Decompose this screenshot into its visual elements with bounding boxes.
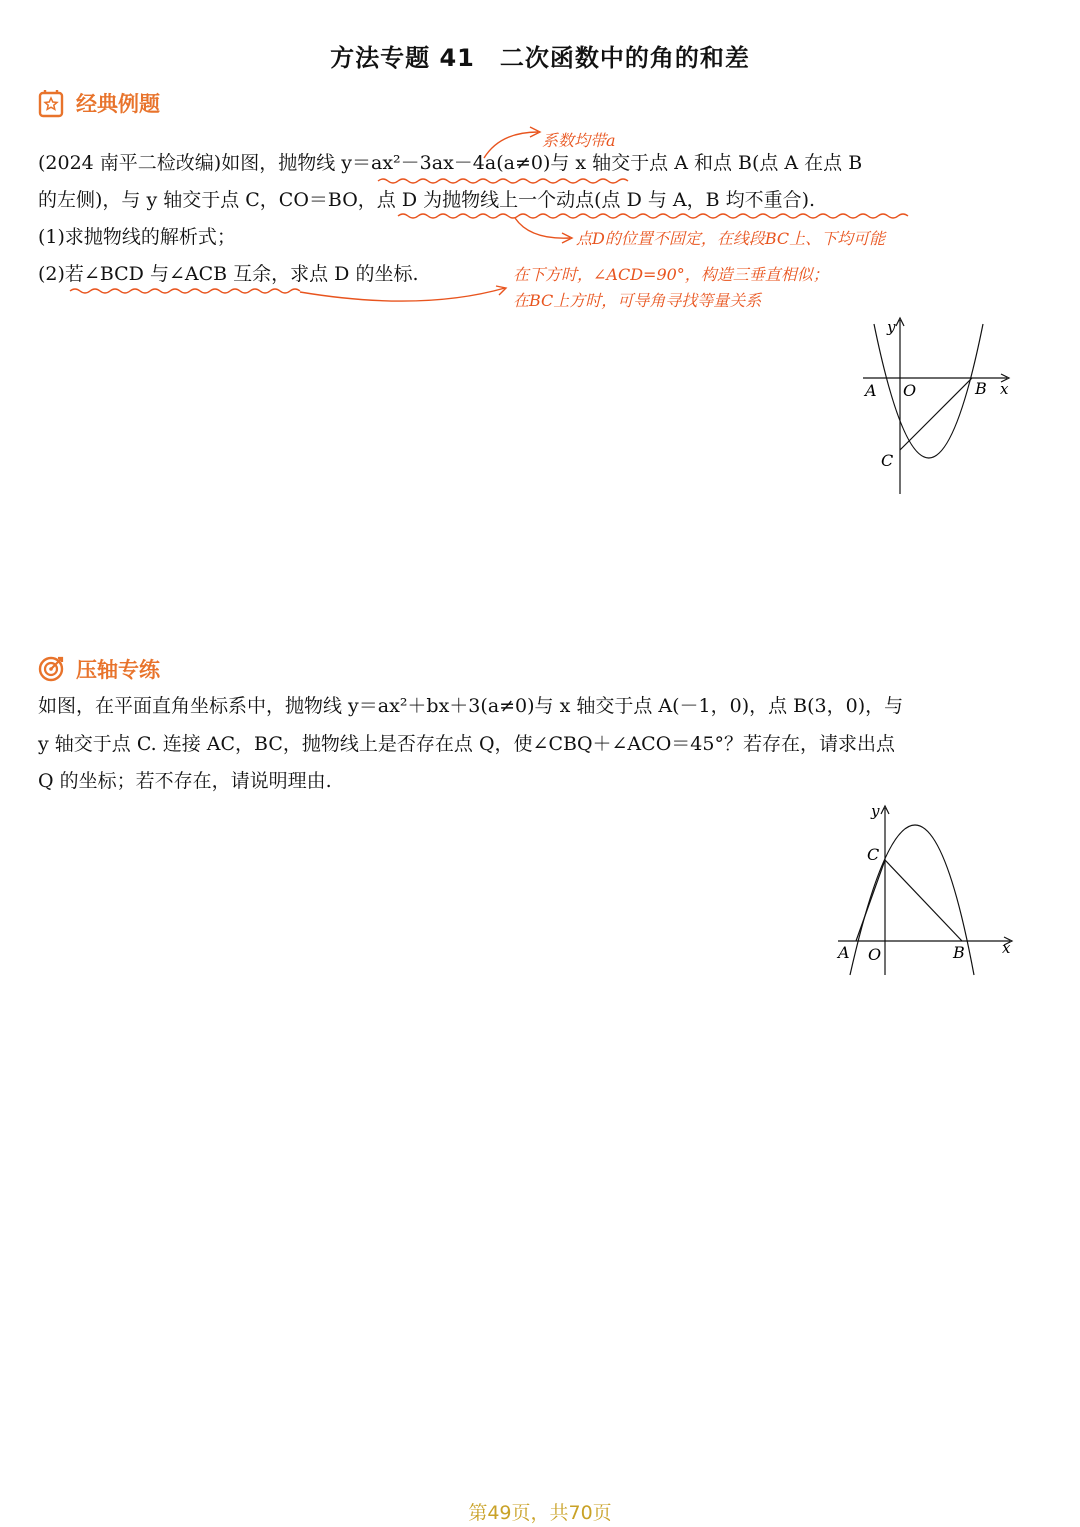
hint-annotation-2: 在BC上方时，可导角寻找等量关系 — [513, 291, 762, 310]
example-header-label: 经典例题 — [76, 92, 160, 116]
example-line-2: 的左侧)，与 y 轴交于点 C，CO＝BO，点 D 为抛物线上一个动点(点 D 与 A，B 均不重合). — [38, 189, 816, 211]
angle-wavy-underline — [70, 289, 300, 293]
example-line-4: (2)若∠BCD 与∠ACB 互余，求点 D 的坐标. — [38, 263, 419, 285]
segment-cb — [885, 860, 962, 941]
coef-arrow — [484, 132, 538, 158]
label-y: y — [887, 318, 896, 336]
label-c: C — [881, 451, 894, 470]
label-c: C — [867, 845, 880, 864]
point-d-wavy-underline — [398, 214, 908, 218]
practice-header-label: 压轴专练 — [76, 658, 160, 682]
page-footer: 第49页，共70页 — [468, 1502, 612, 1524]
example-line-3: (1)求抛物线的解析式； — [38, 226, 236, 248]
example-figure — [855, 312, 1025, 512]
point-d-arrow — [515, 218, 570, 238]
example-line-1: (2024 南平二检改编)如图，抛物线 y＝ax²－3ax－4a(a≠0)与 x 轴交于点 A 和点 B(点 A 在点 B — [38, 152, 863, 174]
practice-line-3: Q 的坐标；若不存在，请说明理由. — [38, 770, 332, 792]
label-b: B — [953, 943, 965, 962]
angle-arrow — [300, 288, 505, 301]
practice-figure — [830, 800, 1025, 980]
practice-line-2: y 轴交于点 C. 连接 AC，BC，抛物线上是否存在点 Q，使∠CBQ＋∠ACO＝45°？若存在，请求出点 — [38, 733, 895, 755]
label-y: y — [871, 802, 880, 820]
point-d-annotation: 点D的位置不固定，在线段BC上、下均可能 — [576, 229, 886, 248]
practice-line-1: 如图，在平面直角坐标系中，抛物线 y＝ax²＋bx＋3(a≠0)与 x 轴交于点 A(－1，0)，点 B(3，0)，与 — [38, 695, 904, 717]
equation-wavy-underline — [378, 179, 628, 183]
target-icon — [38, 654, 66, 684]
label-b: B — [975, 379, 987, 398]
page-title: 方法专题 41 二次函数中的角的和差 — [330, 44, 750, 72]
label-a: A — [838, 943, 850, 962]
label-x: x — [1000, 380, 1009, 398]
label-o: O — [868, 945, 882, 964]
label-x: x — [1002, 939, 1011, 957]
coef-annotation: 系数均带a — [542, 131, 616, 150]
practice-section-header — [38, 654, 238, 684]
hint-annotation-1: 在下方时，∠ACD=90°，构造三垂直相似； — [513, 265, 829, 284]
parabola — [874, 324, 983, 458]
label-o: O — [903, 381, 917, 400]
label-a: A — [865, 381, 877, 400]
segment-ac — [856, 860, 885, 941]
